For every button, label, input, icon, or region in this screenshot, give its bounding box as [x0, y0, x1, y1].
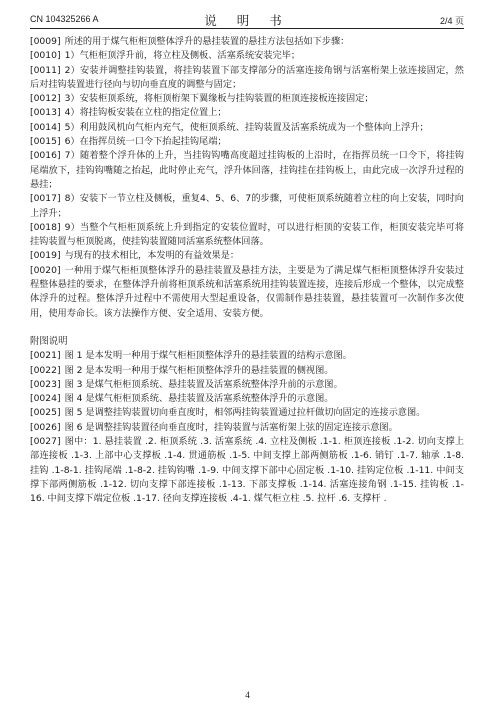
paragraph-number: [0019]: [30, 250, 61, 262]
paragraph: [30, 264, 464, 321]
paragraph-text: 一种用于煤气柜柜顶整体浮升的悬挂装置及悬挂方法，主要是为了满足煤气柜柜顶整体浮升安装过程整体悬挂的要求，在整体浮升前将柜顶系统和活塞系统用挂钩装置连接，连接后形成一个整体，以完成整体浮升的过程。整体浮升过程中不需使用大型起重设备，仅需制作悬挂装置，悬挂装置可一次制作多次使用，使用寿命长。该方法操作方便、安全适用、安装方便。: [30, 264, 464, 319]
paragraph: [30, 121, 464, 135]
paragraph-number: [0024]: [30, 393, 61, 405]
paragraph-number: [0012]: [30, 93, 61, 105]
page-indicator: 2/4 页: [439, 16, 464, 26]
paragraph-number: [0016]: [30, 150, 61, 162]
paragraph-number: [0011]: [30, 64, 61, 76]
paragraph: [30, 106, 464, 120]
paragraph-number: [0020]: [30, 264, 61, 276]
paragraph-number: [0015]: [30, 136, 61, 148]
paragraph: [30, 149, 464, 192]
paragraph-number: [0023]: [30, 378, 61, 390]
paragraph: [30, 406, 464, 420]
paragraph-text: 所述的用于煤气柜柜顶整体浮升的悬挂装置的悬挂方法包括如下步骤：: [64, 36, 350, 47]
document-body: [30, 35, 464, 507]
paragraph-text: 8）安装下一节立柱及侧板，重复4、5、6、7的步骤，可使柜顶系统随着立柱的向上安装，同时向上浮升；: [30, 193, 464, 219]
paragraph-text: 3）安装柜顶系统，将柜顶桁架下翼缘板与挂钩装置的柜顶连接板连接固定；: [64, 93, 374, 105]
paragraph-text: 6）在指挥员统一口令下抬起挂钩尾端；: [64, 136, 227, 148]
paragraph: [30, 392, 464, 406]
paragraph-text: 9）当整个气柜柜顶系统上升到指定的安装位置时，可以进行柜顶的安装工作，柜顶安装完毕可将挂钩装置与柜顶脱离，使挂钩装置随同活塞系统整体回落。: [30, 221, 464, 248]
paragraph-text: 图 3 是煤气柜柜顶系统、悬挂装置及活塞系统整体浮升前的示意图。: [64, 378, 343, 390]
paragraph: [30, 364, 464, 378]
paragraph-number: [0010]: [30, 50, 61, 62]
page-header: [30, 10, 464, 29]
paragraph-number: [0018]: [30, 221, 61, 233]
paragraph-number: [0027]: [30, 436, 61, 448]
paragraph: [30, 35, 464, 49]
paragraphs-bottom: [30, 349, 464, 506]
paragraph: [30, 192, 464, 221]
paragraph-number: [0021]: [30, 350, 61, 362]
paragraph-text: 1）气柜柜顶浮升前，将立柱及侧板、活塞系统安装完毕；: [64, 50, 301, 62]
paragraph: [30, 249, 464, 263]
paragraph: [30, 435, 464, 506]
paragraph-text: 图 2 是本发明一种用于煤气柜柜顶整体浮升的悬挂装置的侧视图。: [64, 364, 334, 376]
paragraph-text: 图 6 是调整挂钩装置径向垂直度时，挂钩装置与活塞桁架上弦的固定连接示意图。: [64, 421, 398, 433]
paragraph-text: 2）安装并调整挂钩装置，将挂钩装置下部支撑部分的活塞连接角钢与活塞桁架上弦连接固定，然后对挂钩装置进行径向与切向垂直度的调整与固定；: [30, 64, 464, 90]
paragraph-number: [0026]: [30, 421, 61, 433]
paragraph-text: 图 5 是调整挂钩装置切向垂直度时，相邻两挂钩装置通过拉杆做切向固定的连接示意图。: [64, 407, 426, 419]
paragraph-text: 7）随着整个浮升体的上升，当挂钩钩嘴高度超过挂钩板的上沿时，在指挥员统一口令下，将挂钩尾端放下，挂钩钩嘴随之抬起，此时停止充气，浮升体回落，挂钩挂在挂钩板上，由此完成一次浮升过程的悬挂；: [30, 150, 464, 190]
paragraph: [30, 92, 464, 106]
paragraph: [30, 378, 464, 392]
patent-number: CN 104325266 A: [30, 14, 99, 24]
paragraph: [30, 349, 464, 363]
paragraph: [30, 64, 464, 93]
paragraph-text: 图中：1. 悬挂装置 .2. 柜顶系统 .3. 活塞系统 .4. 立柱及侧板 .1-1. 柜顶连接板 .1-2. 切向支撑上部连接板 .1-3. 上部中心支撑板 .1-4. 贯通筋板 .1-5. 中间支撑上部两侧筋板 .1-6. 销钉 .1-7. 轴承 .1-8. 挂钩 .1-8-1. 挂钩尾端 .1-8-2. 挂钩钩嘴 .1-9. 中间支撑下部中心固定板 .1-10. 挂钩定位板 .1-11. 中间支撑下部两侧筋板 .1-12. 切向支撑下部连接板 .1-13. 下部支撑板 .1-14. 活塞连接角钢 .1-15. 挂钩板 .1-16. 中间支撑下端定位板 .1-17. 径向支撑连接板 .4-1. 煤气柜立柱 .5. 拉杆 .6. 支撑杆 .: [30, 436, 464, 505]
paragraph-number: [0017]: [30, 193, 61, 205]
paragraph: [30, 421, 464, 435]
paragraph-text: 图 1 是本发明一种用于煤气柜柜顶整体浮升的悬挂装置的结构示意图。: [64, 350, 352, 362]
paragraph-number: [0014]: [30, 121, 61, 133]
page-title: 说 明 书: [204, 13, 290, 28]
section-title: 附图说明: [30, 335, 68, 347]
page-number: 4: [245, 690, 250, 700]
paragraph-number: [0013]: [30, 107, 61, 119]
paragraph-text: 与现有的技术相比，本发明的有益效果是：: [64, 250, 240, 262]
paragraph-text: 5）利用鼓风机向气柜内充气，使柜顶系统、挂钩装置及活塞系统成为一个整体向上浮升；: [64, 121, 429, 133]
paragraphs-top: [30, 35, 464, 321]
paragraph-text: 4）将挂钩板安装在立柱的指定位置上；: [64, 107, 227, 119]
paragraph-text: 图 4 是煤气柜柜顶系统、悬挂装置及活塞系统整体浮升的示意图。: [64, 393, 334, 405]
paragraph: [30, 135, 464, 149]
paragraph: [30, 221, 464, 250]
paragraph-number: [0022]: [30, 364, 61, 376]
paragraph-number: [0025]: [30, 407, 61, 419]
paragraph-number: [0009]: [30, 36, 61, 47]
paragraph: [30, 49, 464, 63]
